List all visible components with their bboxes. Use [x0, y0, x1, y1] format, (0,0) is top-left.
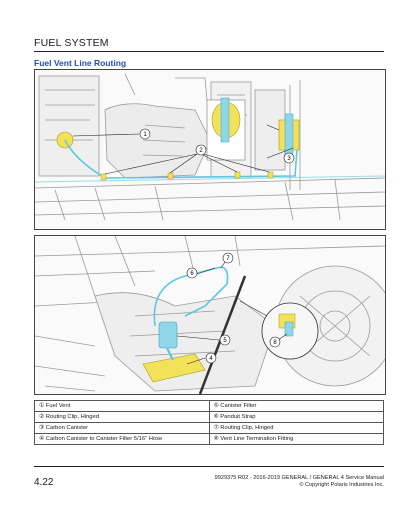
callout-3: 3 — [287, 156, 291, 162]
page-header-title: FUEL SYSTEM — [34, 37, 109, 49]
page-number: 4.22 — [34, 477, 54, 488]
legend-cell: ② Routing Clip, Hinged — [35, 412, 210, 423]
figure-bottom-drawing — [35, 236, 385, 394]
table-row — [35, 434, 384, 445]
table-row — [35, 423, 384, 434]
section-title: Fuel Vent Line Routing — [34, 58, 127, 68]
legend-cell: ⑧ Vent Line Termination Fitting — [209, 434, 384, 445]
table-row — [35, 401, 384, 412]
figure-top-drawing — [35, 70, 385, 229]
footer-doc-line2: © Copyright Polaris Industries Inc. — [299, 482, 384, 488]
legend-cell: ④ Carbon Canister to Canister Filter 5/16" Hose — [35, 434, 210, 445]
table-row — [35, 412, 384, 423]
callout-6: 6 — [190, 271, 194, 277]
callout-4: 4 — [209, 356, 213, 362]
header-divider — [34, 51, 384, 52]
legend-cell: ⑦ Routing Clip, Hinged — [209, 423, 384, 434]
footer-document-info — [215, 475, 384, 489]
parts-legend-table — [34, 400, 384, 445]
legend-cell: ⑤ Canister Filter — [209, 401, 384, 412]
callout-2: 2 — [199, 148, 203, 154]
figure-bottom-canister-routing — [34, 235, 386, 395]
callout-1: 1 — [143, 132, 147, 138]
legend-cell: ⑥ Panduit Strap — [209, 412, 384, 423]
footer-doc-line1: 9929375 R02 - 2016-2019 GENERAL / GENERAL 4 Service Manual — [214, 475, 384, 481]
legend-cell: ③ Carbon Canister — [35, 423, 210, 434]
callout-7: 7 — [226, 256, 230, 262]
figure-top-vent-routing — [34, 69, 386, 230]
callout-5: 5 — [223, 338, 227, 344]
callout-8: 8 — [273, 340, 277, 346]
footer-divider — [34, 466, 384, 467]
legend-cell: ① Fuel Vent — [35, 401, 210, 412]
